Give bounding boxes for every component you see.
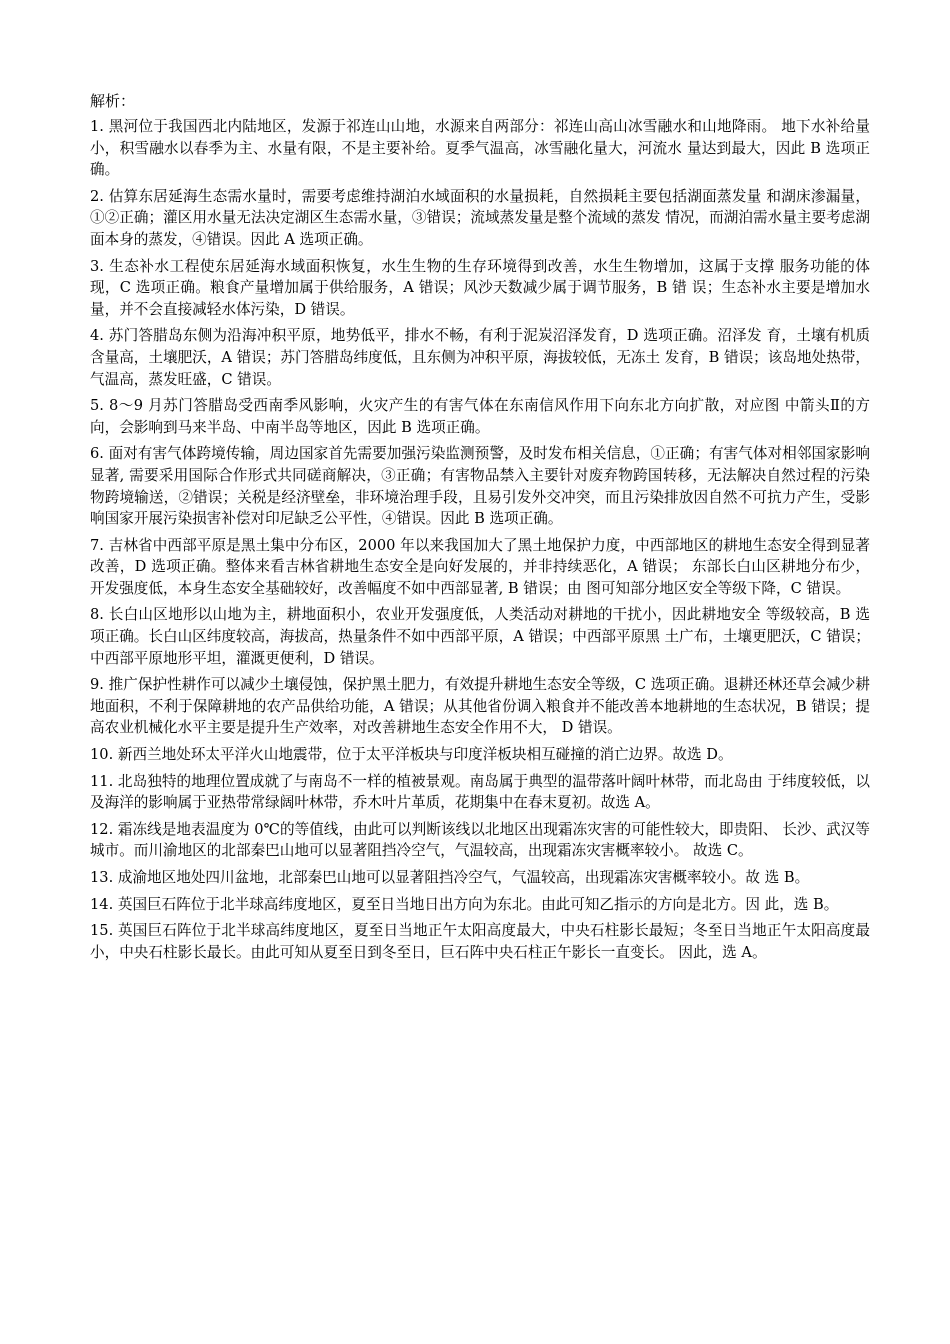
- answer-explanation-4: 4. 苏门答腊岛东侧为沿海冲积平原，地势低平，排水不畅，有利于泥炭沼泽发育，D 选项正确。沼泽发 育，土壤有机质含量高，土壤肥沃，A 错误；苏门答腊岛纬度低，且东侧为冲积平原，海拔较低，无冻土 发育，B 错误；该岛地处热带，气温高，蒸发旺盛，C 错误。: [90, 327, 870, 388]
- answer-explanation-13: 13. 成渝地区地处四川盆地，北部秦巴山地可以显著阻挡冷空气，气温较高，出现霜冻灾害概率较小。故 选 B。: [90, 869, 810, 886]
- answer-explanation-8: 8. 长白山区地形以山地为主，耕地面积小，农业开发强度低，人类活动对耕地的干扰小，因此耕地安全 等级较高，B 选项正确。长白山区纬度较高，海拔高，热量条件不如中西部平原，A 错误；中西部平原黑 土广布，土壤更肥沃，C 错误；中西部平原地形平坦，灌溉更便利，D 错误。: [90, 606, 870, 667]
- answer-explanation-7: 7. 吉林省中西部平原是黑土集中分布区，2000 年以来我国加大了黑土地保护力度，中西部地区的耕地生态安全得到显著改善，D 选项正确。整体来看吉林省耕地生态安全是向好发展的，并非持续恶化，A 错误； 东部长白山区耕地分布少，开发强度低，本身生态安全基础较好，改善幅度不如中西部显著, B 错误；由 图可知部分地区安全等级下降，C 错误。: [90, 536, 870, 597]
- answer-explanation-10: 10. 新西兰地处环太平洋火山地震带，位于太平洋板块与印度洋板块相互碰撞的消亡边界。故选 D。: [90, 746, 733, 764]
- answer-explanation-page: [90, 91, 870, 968]
- answer-explanation-12: 12. 霜冻线是地表温度为 0℃的等值线，由此可以判断该线以北地区出现霜冻灾害的可能性较大，即贵阳、 长沙、武汉等城市。而川渝地区的北部秦巴山地可以显著阻挡冷空气，气温较高，出现霜冻灾害概率较小。 故选 C。: [90, 820, 870, 860]
- answer-explanation-3: 3. 生态补水工程使东居延海水域面积恢复，水生生物的生存环境得到改善，水生生物增加，这属于支撑 服务功能的体现，C 选项正确。粮食产量增加属于供给服务，A 错误；风沙天数减少属于调节服务，B 错 误；生态补水主要是增加水量，并不会直接减轻水体污染，D 错误。: [90, 257, 870, 318]
- answer-explanation-2: 2. 估算东居延海生态需水量时，需要考虑维持湖泊水域面积的水量损耗，自然损耗主要包括湖面蒸发量 和湖床渗漏量，①②正确；灌区用水量无法决定湖区生态需水量，③错误；流域蒸发量是整个流域的蒸发 情况，而湖泊需水量主要考虑湖面本身的蒸发，④错误。因此 A 选项正确。: [90, 187, 870, 248]
- answer-explanation-5: 5. 8～9 月苏门答腊岛受西南季风影响，火灾产生的有害气体在东南信风作用下向东北方向扩散，对应图 中箭头Ⅱ的方向，会影响到马来半岛、中南半岛等地区，因此 B 选项正确。: [90, 397, 870, 436]
- answer-explanation-11: 11. 北岛独特的地理位置成就了与南岛不一样的植被景观。南岛属于典型的温带落叶阔叶林带，而北岛由 于纬度较低，以及海洋的影响属于亚热带常绿阔叶林带，乔木叶片革质，花期集中在春末夏初。故选 A。: [90, 772, 870, 812]
- answer-explanation-6: 6. 面对有害气体跨境传输，周边国家首先需要加强污染监测预警，及时发布相关信息，①正确；有害气体对相邻国家影响显著, 需要采用国际合作形式共同磋商解决，③正确；有害物品禁入主要针对废弃物跨国转移，无法解决自然过程的污染物跨境输送，②错误；关税是经济壁垒，非环境治理手段，且易引发外交冲突，而且污染排放因自然不可抗力产生，受影响国家开展污染损害补偿对印尼缺乏公平性，④错误。因此 B 选项正确。: [90, 445, 870, 528]
- page-heading: 解析：: [90, 92, 136, 110]
- answer-explanation-14: 14. 英国巨石阵位于北半球高纬度地区，夏至日当地日出方向为东北。由此可知乙指示的方向是北方。因 此，选 B。: [90, 895, 839, 913]
- answer-explanation-9: 9. 推广保护性耕作可以减少土壤侵蚀，保护黑土肥力，有效提升耕地生态安全等级，C 选项正确。退耕还林还草会减少耕地面积，不利于保障耕地的农产品供给功能，A 错误；从其他省份调入粮食并不能改善本地耕地的生态状况，B 错误；提高农业机械化水平主要是提升生产效率，对改善耕地生态安全作用不大， D 错误。: [90, 676, 870, 737]
- answer-explanation-1: 1. 黑河位于我国西北内陆地区，发源于祁连山山地，水源来自两部分：祁连山高山冰雪融水和山地降雨。 地下水补给量小，积雪融水以春季为主、水量有限，不是主要补给。夏季气温高，冰雪融化量大，河流水 量达到最大，因此 B 选项正确。: [90, 118, 870, 179]
- answer-explanation-15: 15. 英国巨石阵位于北半球高纬度地区，夏至日当地正午太阳高度最大，中央石柱影长最短；冬至日当地正午太阳高度最小，中央石柱影长最长。由此可知从夏至日到冬至日，巨石阵中央石柱正午影长一直变长。 因此，选 A。: [90, 922, 870, 961]
